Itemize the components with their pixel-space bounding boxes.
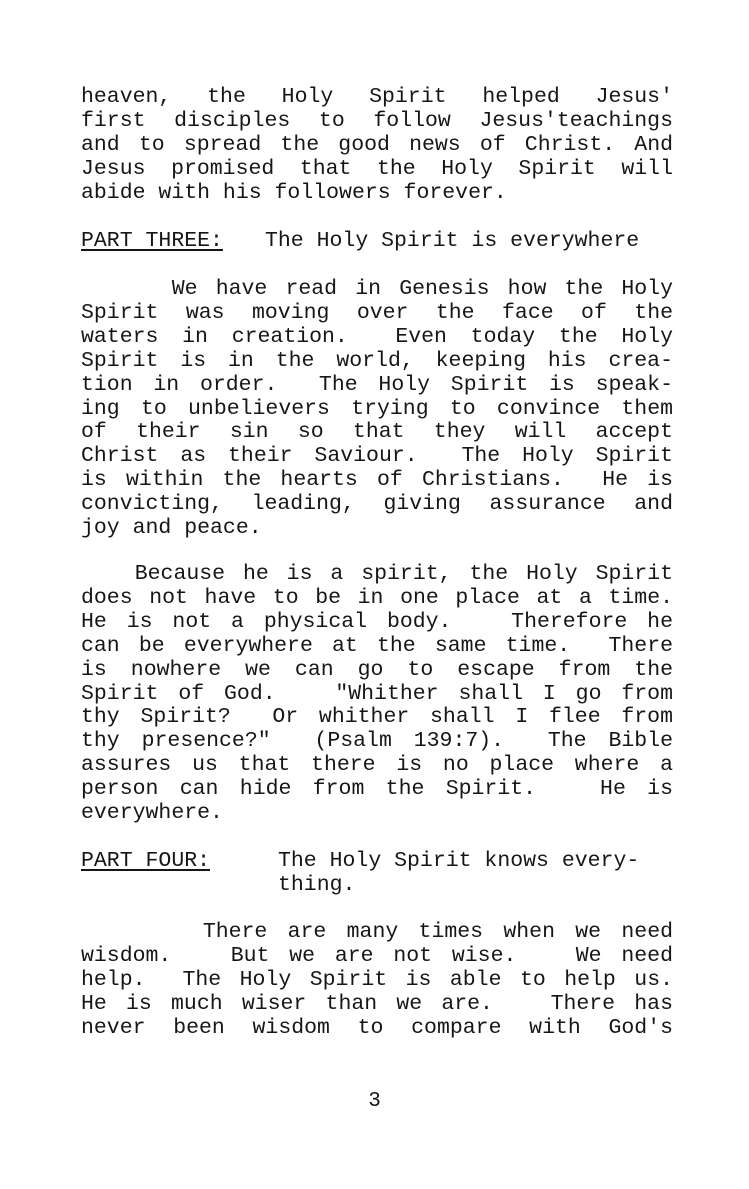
text-line: joy and peace. (81, 516, 262, 541)
text-line: There are many times when we need (81, 920, 673, 944)
text-line: and to spread the good news of Christ. And (81, 132, 673, 157)
text-line: wisdom. But we are not wise. We need (81, 943, 673, 968)
text-line: is nowhere we can go to escape from the (81, 657, 673, 682)
text-line: help. The Holy Spirit is able to help us. (81, 967, 673, 992)
text-line: heaven, the Holy Spirit helped Jesus' (81, 85, 673, 109)
part-four-heading (81, 850, 673, 900)
part-three-title: The Holy Spirit is everywhere (265, 229, 640, 253)
part-three-heading (81, 230, 673, 256)
part-three-paragraph-1 (81, 278, 673, 541)
text-line: Spirit was moving over the face of the (81, 300, 673, 325)
part-four-paragraph-1 (81, 921, 673, 1041)
text-line: abide with his followers forever. (81, 180, 507, 205)
text-line: everywhere. (81, 801, 223, 826)
text-line: person can hide from the Spirit. He is (81, 777, 673, 802)
text-line: He is not a physical body. Therefore he (81, 609, 673, 634)
part-three-label: PART THREE: (81, 229, 223, 253)
part-four-title-line-1: The Holy Spirit knows every- (278, 849, 640, 873)
page-number: 3 (368, 1090, 381, 1113)
text-line: does not have to be in one place at a time. (81, 585, 673, 610)
part-four-label: PART FOUR: (81, 849, 211, 873)
text-line: never been wisdom to compare with God's (81, 1015, 673, 1040)
text-line: Christ as their Saviour. The Holy Spirit (81, 444, 673, 469)
text-line: ing to unbelievers trying to convince them (81, 396, 673, 421)
text-line: He is much wiser than we are. There has (81, 991, 673, 1016)
text-line: first disciples to follow Jesus'teachings (81, 108, 673, 133)
part-four-title-line-2: thing. (278, 873, 356, 897)
intro-paragraph (81, 86, 673, 206)
text-line: Spirit of God. "Whither shall I go from (81, 681, 673, 706)
text-line: thy presence?" (Psalm 139:7). The Bible (81, 729, 673, 754)
text-line: Because he is a spirit, the Holy Spirit (81, 562, 673, 586)
text-line: of their sin so that they will accept (81, 420, 673, 445)
text-line: tion in order. The Holy Spirit is speak- (81, 372, 673, 397)
text-line: Spirit is in the world, keeping his crea- (81, 348, 673, 373)
text-line: waters in creation. Even today the Holy (81, 324, 673, 349)
text-line: thy Spirit? Or whither shall I flee from (81, 705, 673, 730)
text-line: We have read in Genesis how the Holy (81, 277, 673, 301)
part-three-paragraph-2 (81, 563, 673, 826)
text-line: Jesus promised that the Holy Spirit will (81, 156, 673, 181)
text-line: convicting, leading, giving assurance and (81, 492, 673, 517)
text-line: is within the hearts of Christians. He is (81, 468, 673, 493)
text-line: assures us that there is no place where a (81, 753, 673, 778)
text-line: can be everywhere at the same time. There (81, 633, 673, 658)
